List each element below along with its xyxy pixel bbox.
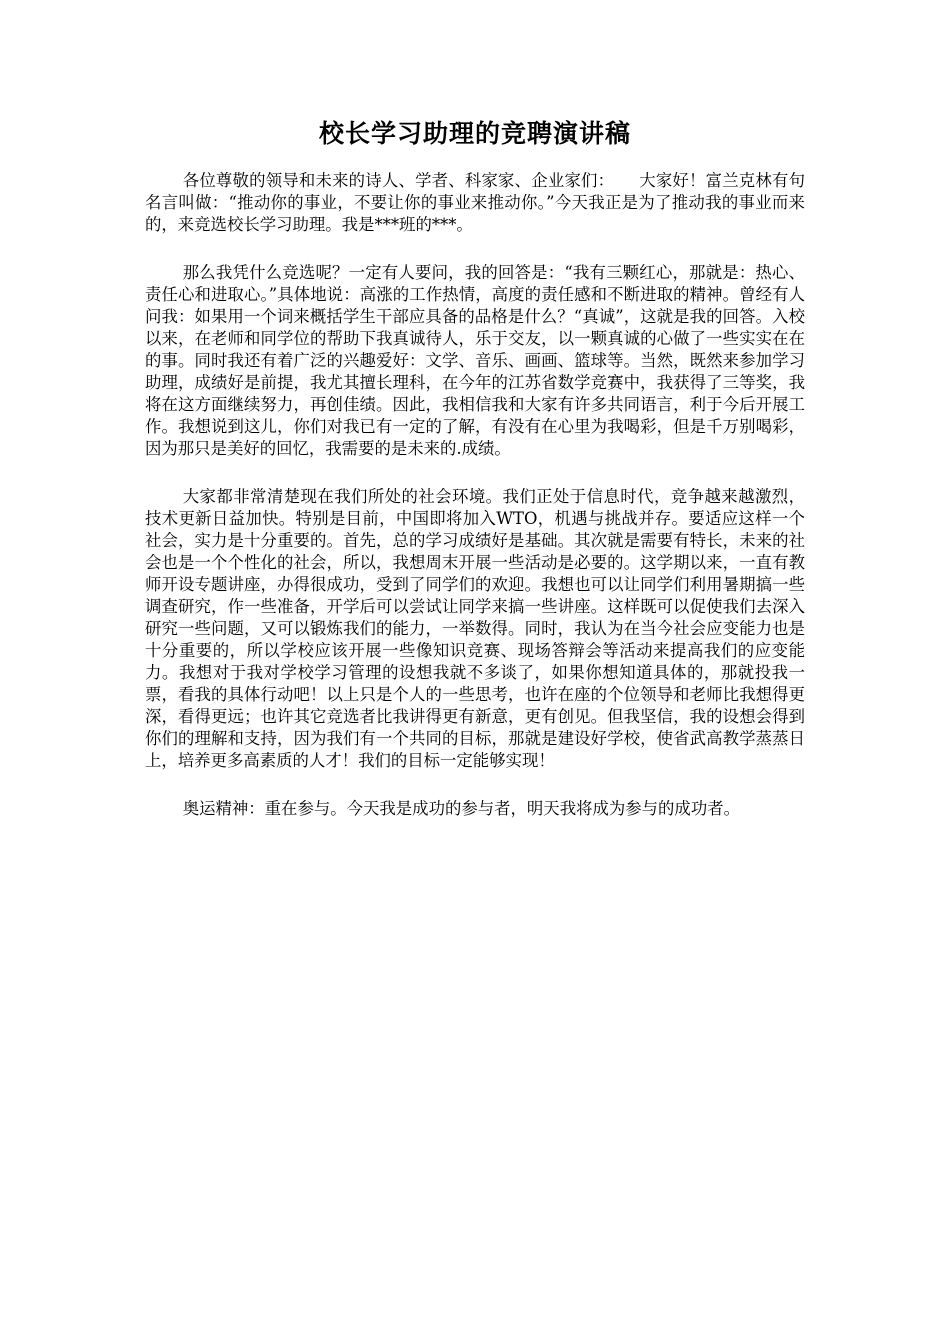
document-body (145, 170, 805, 846)
paragraph-4: 奥运精神：重在参与。今天我是成功的参与者，明天我将成为参与的成功者。 (182, 799, 740, 818)
paragraph-3: 大家都非常清楚现在我们所处的社会环境。我们正处于信息时代，竞争越来越激烈，技术更新日益加快。特别是目前，中国即将加入WTO，机遇与挑战并存。要适应这样一个社会，实力是十分重要的。首先，总的学习成绩好是基础。其次就是需要有特长，未来的社会也是一个个性化的社会，所以，我想周末开展一些活动是必要的。这学期以来，一直有教师开设专题讲座，办得很成功，受到了同学们的欢迎。我想也可以让同学们利用暑期搞一些调查研究，作一些准备，开学后可以尝试让同学来搞一些讲座。这样既可以促使我们去深入研究一些问题，又可以锻炼我们的能力，一举数得。同时，我认为在当今社会应变能力也是十分重要的，所以学校应该开展一些像知识竞赛、现场答辩会等活动来提高我们的应变能力。我想对于我对学校学习管理的设想我就不多谈了，如果你想知道具体的，那就投我一票，看我的具体行动吧！以上只是个人的一些思考，也许在座的个位领导和老师比我想得更深，看得更远；也许其它竞选者比我讲得更有新意，更有创见。但我坚信，我的设想会得到你们的理解和支持，因为我们有一个共同的目标，那就是建设好学校，使省武高教学蒸蒸日上，培养更多高素质的人才！我们的目标一定能够实现！ (145, 487, 805, 770)
document-title: 校长学习助理的竞聘演讲稿 (318, 119, 631, 148)
paragraph-2: 那么我凭什么竞选呢？一定有人要问，我的回答是：“我有三颗红心，那就是：热心、责任心和进取心。”具体地说：高涨的工作热情，高度的责任感和不断进取的精神。曾经有人问我：如果用一个词来概括学生干部应具备的品格是什么？“真诚”，这就是我的回答。入校以来，在老师和同学位的帮助下我真诚待人，乐于交友，以一颗真诚的心做了一些实实在在的事。同时我还有着广泛的兴趣爱好：文学、音乐、画画、篮球等。当然，既然来参加学习助理，成绩好是前提，我尤其擅长理科，在今年的江苏省数学竞赛中，我获得了三等奖，我将在这方面继续努力，再创佳绩。因此，我相信我和大家有许多共同语言，利于今后开展工作。我想说到这儿，你们对我已有一定的了解，有没有在心里为我喝彩，但是千万别喝彩，因为那只是美好的回忆，我需要的是未来的.成绩。 (145, 263, 805, 458)
paragraph-1: 各位尊敬的领导和未来的诗人、学者、科家家、企业家们： 大家好！富兰克林有句名言叫做：“推动你的事业，不要让你的事业来推动你。”今天我正是为了推动我的事业而来的，来竞选校长学习助理。我是***班的***。 (145, 171, 805, 234)
